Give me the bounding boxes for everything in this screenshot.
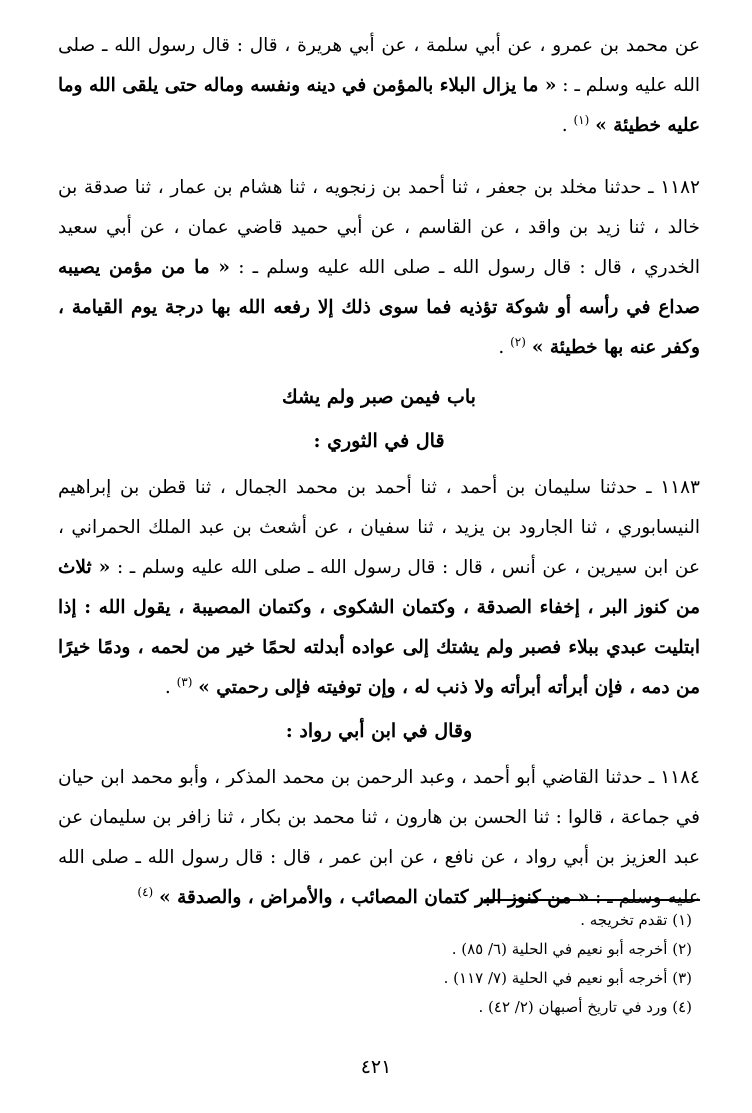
period: . (498, 337, 511, 358)
section-heading-thawri: قال في الثوري : (313, 430, 445, 452)
chapter-heading: باب فيمن صبر ولم يشك (282, 386, 476, 408)
hadith-1184 (58, 758, 700, 918)
footnote-2: (٢) أخرجه أبو نعيم في الحلية (٦/ ٨٥) . (451, 940, 692, 958)
hadith-1183 (58, 468, 700, 708)
footnote-ref-4: (٤) (137, 884, 154, 899)
hadith-matn: « ما يزال البلاء بالمؤمن في دينه ونفسه وماله حتى يلقى الله وما عليه خطيئة » (58, 75, 700, 136)
isnad-text: ١١٨٤ ـ حدثنا القاضي أبو أحمد ، وعبد الرحمن بن محمد المذكر ، وأبو محمد ابن حيان في جماعة ، قالوا : ثنا الحسن بن هارون ، ثنا محمد بن بكار ، ثنا زافر بن سليمان عن عبد العزيز بن أبي رواد ، عن نافع ، عن ابن عمر ، قال : قال رسول الله ـ صلى الله عليه وسلم ـ : (58, 767, 700, 908)
footnote-divider (484, 899, 700, 901)
section-heading-rawwad: وقال في ابن أبي رواد : (285, 720, 473, 742)
page-number: ٤٢١ (360, 1056, 392, 1078)
main-text (58, 26, 700, 918)
hadith-matn: « ثلاث من كنوز البر ، إخفاء الصدقة ، وكتمان الشكوى ، وكتمان المصيبة ، يقول الله : إذا ابتليت عبدي ببلاء فصبر ولم يشتك إلى عواده أبدلته لحمًا خير من لحمه ، ودمًا خيرًا من دمه ، فإن أبرأته أبرأته ولا ذنب له ، وإن توفيته فإلى رحمتي » (58, 557, 700, 698)
period: . (164, 677, 177, 698)
footnotes (72, 906, 692, 1022)
footnote-ref-2: (٢) (510, 334, 526, 349)
paragraph-continued-hadith (58, 26, 700, 146)
isnad-text: ١١٨٢ ـ حدثنا مخلد بن جعفر ، ثنا أحمد بن زنجويه ، ثنا هشام بن عمار ، ثنا صدقة بن خالد ، ثنا زيد بن واقد ، عن القاسم ، عن أبي حميد قاضي عمان ، عن أبي سعيد الخدري ، قال : قال رسول الله ـ صلى الله عليه وسلم ـ : (58, 177, 700, 278)
hadith-matn: « من كنوز البر كتمان المصائب ، والأمراض ، والصدقة » (159, 887, 590, 908)
footnote-ref-3: (٣) (176, 674, 193, 689)
hadith-1182 (58, 168, 700, 368)
footnote-ref-1: (١) (573, 112, 590, 127)
hadith-matn: « ما من مؤمن يصيبه صداع في رأسه أو شوكة تؤذيه فما سوى ذلك إلا رفعه الله بها درجة يوم القيامة ، وكفر عنه بها خطيئة » (58, 257, 700, 358)
footnote-1: (١) تقدم تخريجه . (580, 911, 692, 929)
footnote-4: (٤) ورد في تاريخ أصبهان (٢/ ٤٢) . (478, 998, 692, 1016)
period: . (561, 115, 574, 136)
isnad-text: عن محمد بن عمرو ، عن أبي سلمة ، عن أبي هريرة ، قال : قال رسول الله ـ صلى الله عليه وسلم ـ : (58, 35, 700, 96)
footnote-3: (٣) أخرجه أبو نعيم في الحلية (٧/ ١١٧) . (443, 969, 692, 987)
isnad-text: ١١٨٣ ـ حدثنا سليمان بن أحمد ، ثنا أحمد بن محمد الجمال ، ثنا قطن بن إبراهيم النيسابوري ، ثنا الجارود بن يزيد ، ثنا سفيان ، عن أشعث بن عبد الملك الحمراني ، عن ابن سيرين ، عن أنس ، قال : قال رسول الله ـ صلى الله عليه وسلم ـ : (58, 477, 700, 578)
